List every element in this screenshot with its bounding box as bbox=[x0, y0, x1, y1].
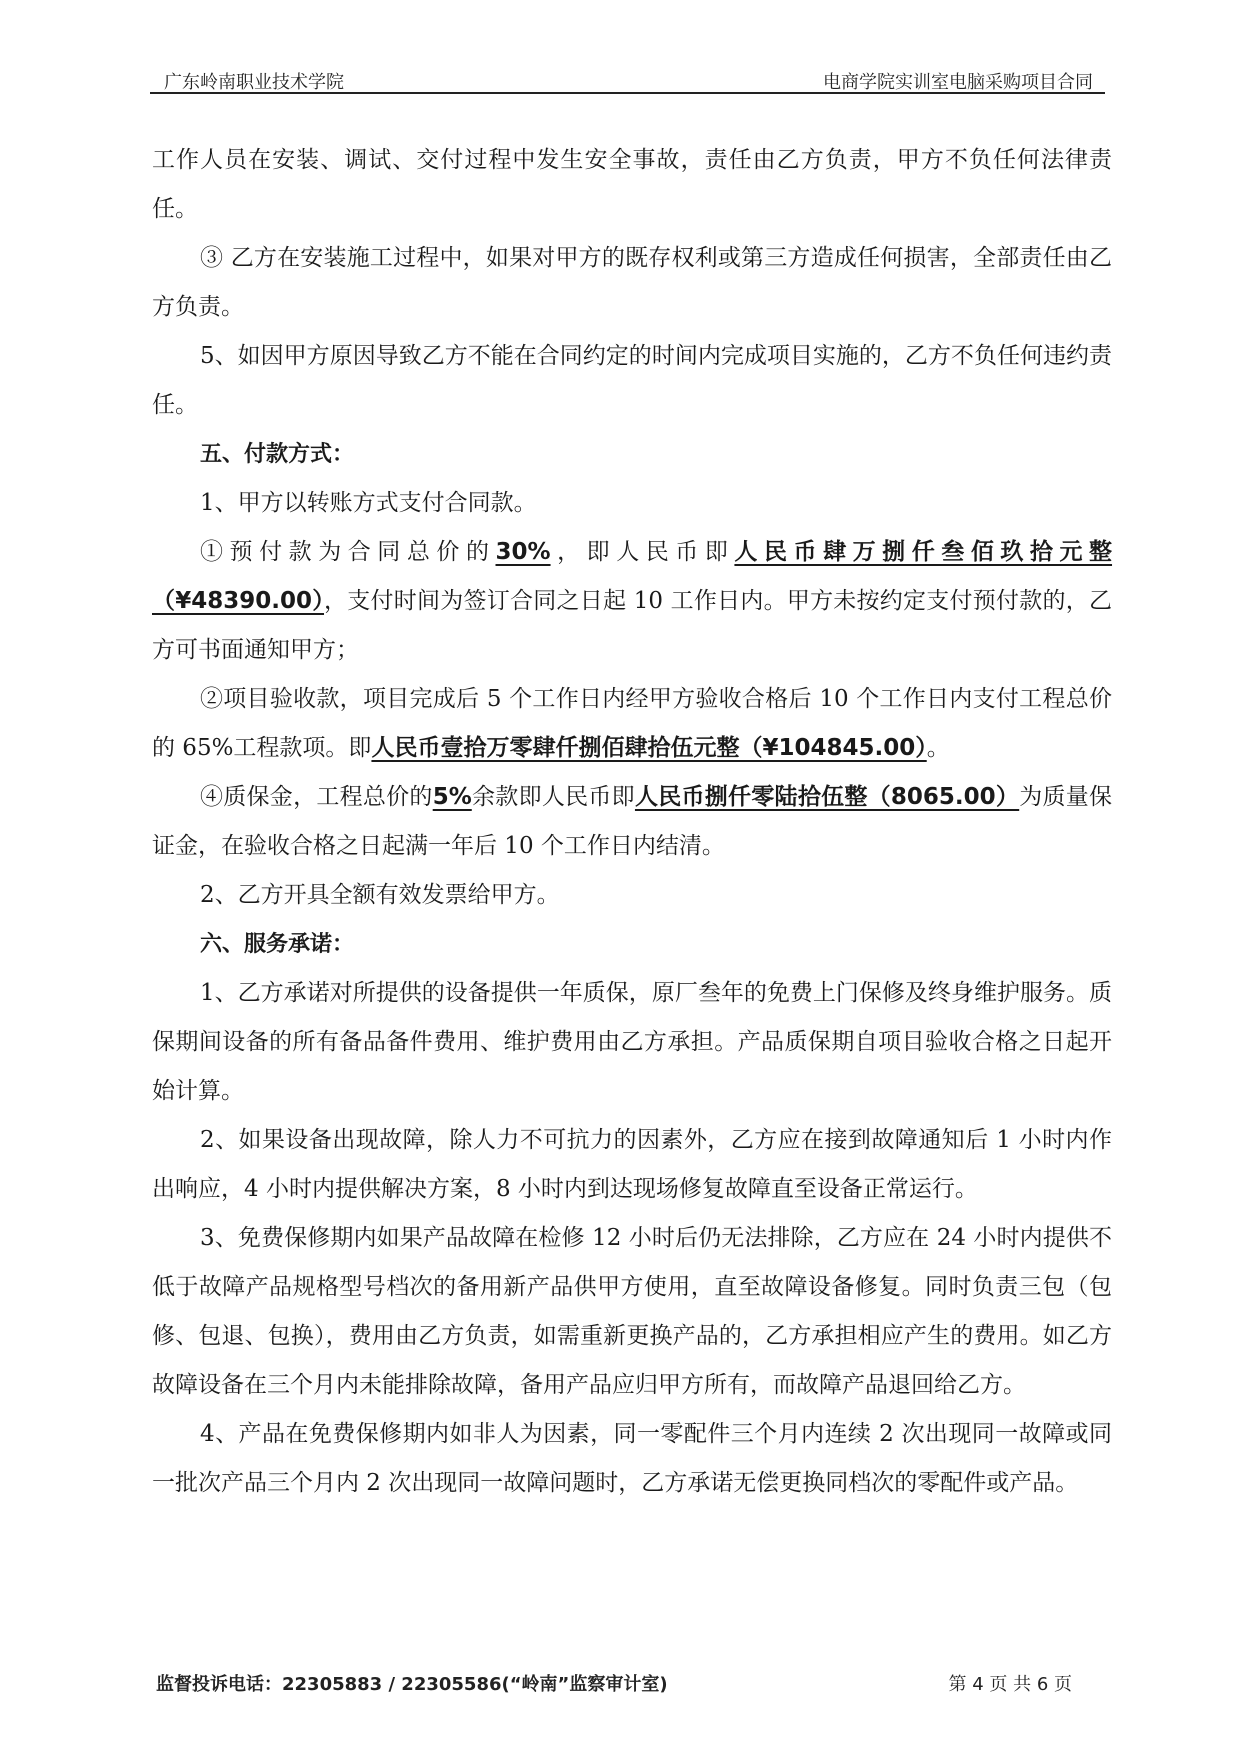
paragraph-repeat-fault: 4、产品在免费保修期内如非人为因素，同一零配件三个月内连续 2 次出现同一故障或同一批次产品三个月内 2 次出现同一故障问题时，乙方承诺无偿更换同档次的零配件或产品。 bbox=[152, 1421, 1112, 1496]
section-heading-service: 六、服务承诺： bbox=[200, 932, 355, 957]
paragraph-invoice: 2、乙方开具全额有效发票给甲方。 bbox=[200, 882, 560, 908]
paragraph-transfer: 1、甲方以转账方式支付合同款。 bbox=[200, 490, 537, 516]
advance-amount: 人民币肆万捌仟叁佰玖拾元整（¥48390.00） bbox=[152, 539, 1113, 614]
deposit-text-a: ④质保金，工程总价的 bbox=[200, 784, 433, 810]
section-heading-payment: 五、付款方式： bbox=[200, 442, 355, 467]
header-rule bbox=[150, 92, 1105, 94]
paragraph-acceptance-payment bbox=[152, 675, 1112, 773]
deposit-text-b: 余款即人民币即 bbox=[471, 784, 635, 810]
page-header bbox=[150, 64, 1105, 92]
header-doc-title: 电商学院实训室电脑采购项目合同 bbox=[823, 72, 1093, 93]
acceptance-text-b: 。 bbox=[926, 735, 950, 761]
deposit-percent: 5% bbox=[432, 784, 472, 810]
acceptance-text-a: ②项目验收款，项目完成后 5 个工作日内经甲方验收合格后 10 个工作日内支付工程总价的 65%工程款项。即 bbox=[152, 686, 1112, 761]
paragraph-advance-payment bbox=[152, 528, 1112, 675]
paragraph-replacement: 3、免费保修期内如果产品故障在检修 12 小时后仍无法排除，乙方应在 24 小时内提供不低于故障产品规格型号档次的备用新产品供甲方使用，直至故障设备修复。同时负责三包（包修、包退、包换），费用由乙方负责，如需重新更换产品的，乙方承担相应产生的费用。如乙方故障设备在三个月内未能排除故障，备用产品应归甲方所有，而故障产品退回给乙方。 bbox=[152, 1225, 1112, 1398]
deposit-text-c: 为质量保证金，在验收合格之日起满一年后 10 个工作日内结清。 bbox=[152, 784, 1113, 859]
paragraph-safety: 工作人员在安装、调试、交付过程中发生安全事故，责任由乙方负责，甲方不负任何法律责任。 bbox=[152, 147, 1112, 222]
advance-text-b: ，即人民币即 bbox=[550, 539, 735, 565]
advance-percent: 30% bbox=[495, 539, 551, 565]
acceptance-amount: 人民币壹拾万零肆仟捌佰肆拾伍元整（¥104845.00） bbox=[371, 735, 927, 761]
page-body bbox=[152, 136, 1112, 1508]
page-number: 第 4 页 共 6 页 bbox=[948, 1674, 1072, 1695]
paragraph-damage: ③ 乙方在安装施工过程中，如果对甲方的既存权利或第三方造成任何损害，全部责任由乙方负责。 bbox=[152, 245, 1112, 320]
paragraph-delay: 5、如因甲方原因导致乙方不能在合同约定的时间内完成项目实施的，乙方不负任何违约责任。 bbox=[152, 343, 1112, 418]
advance-text-c: ，支付时间为签订合同之日起 10 工作日内。甲方未按约定支付预付款的，乙方可书面通知甲方； bbox=[152, 588, 1113, 663]
paragraph-response: 2、如果设备出现故障，除人力不可抗力的因素外，乙方应在接到故障通知后 1 小时内作出响应，4 小时内提供解决方案，8 小时内到达现场修复故障直至设备正常运行。 bbox=[152, 1127, 1112, 1202]
deposit-amount: 人民币捌仟零陆拾伍整（8065.00） bbox=[634, 784, 1020, 810]
paragraph-warranty-deposit bbox=[152, 773, 1112, 871]
footer-hotline: 监督投诉电话：22305883 / 22305586(“岭南”监察审计室) bbox=[156, 1674, 668, 1695]
paragraph-warranty: 1、乙方承诺对所提供的设备提供一年质保，原厂叁年的免费上门保修及终身维护服务。质保期间设备的所有备品备件费用、维护费用由乙方承担。产品质保期自项目验收合格之日起开始计算。 bbox=[152, 980, 1112, 1104]
advance-text-a: ①预付款为合同总价的 bbox=[200, 539, 496, 565]
page-footer bbox=[152, 1670, 1072, 1700]
header-school: 广东岭南职业技术学院 bbox=[164, 72, 344, 93]
